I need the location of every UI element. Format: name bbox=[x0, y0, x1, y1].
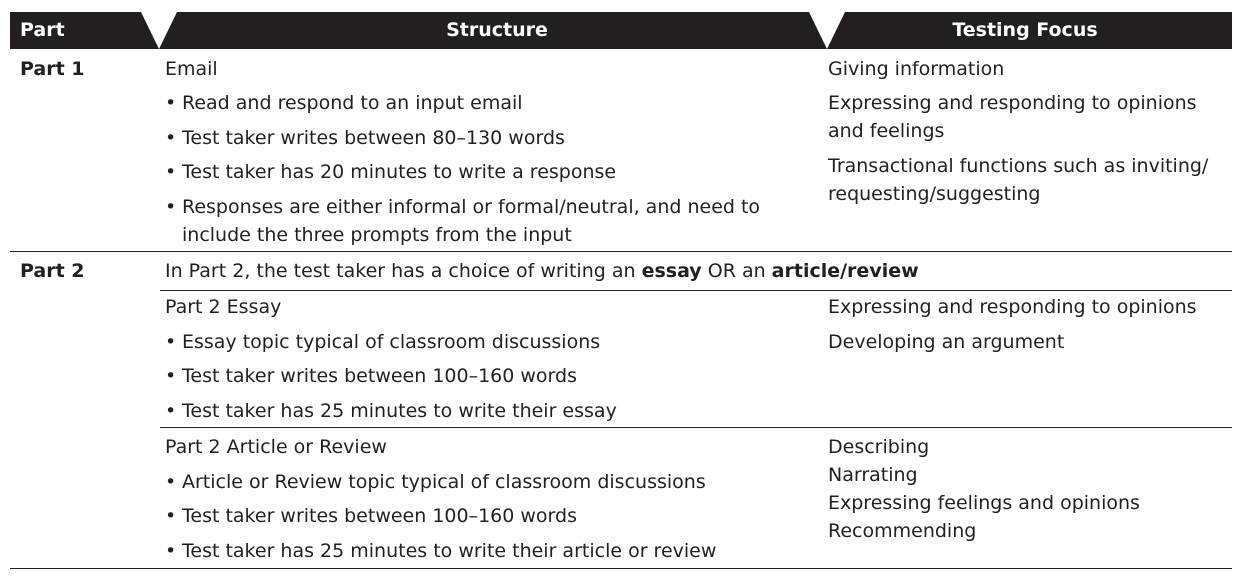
header-part: Part bbox=[20, 19, 65, 41]
bullet-marker: • bbox=[165, 400, 177, 422]
part1-bullet: Test taker has 20 minutes to write a response bbox=[182, 161, 617, 183]
article-focus: Expressing feelings and opinions bbox=[828, 492, 1140, 514]
article-title: Part 2 Article or Review bbox=[165, 436, 387, 458]
essay-bullet: Test taker writes between 100–160 words bbox=[182, 365, 577, 387]
part1-bullet: Read and respond to an input email bbox=[182, 92, 523, 114]
bullet-marker: • bbox=[165, 540, 177, 562]
part2-intro-article: article/review bbox=[771, 260, 919, 282]
part1-bullet: Test taker writes between 80–130 words bbox=[182, 127, 565, 149]
header-testing-focus: Testing Focus bbox=[952, 19, 1098, 41]
part1-focus: and feelings bbox=[828, 120, 945, 142]
subrow-divider bbox=[160, 427, 1232, 428]
essay-bullet: Test taker has 25 minutes to write their essay bbox=[182, 400, 617, 422]
bullet-marker: • bbox=[165, 331, 177, 353]
table-header bbox=[10, 12, 1232, 49]
bullet-marker: • bbox=[165, 127, 177, 149]
essay-bullet: Essay topic typical of classroom discussions bbox=[182, 331, 601, 353]
bullet-marker: • bbox=[165, 196, 177, 218]
subrow-divider bbox=[160, 290, 1232, 291]
article-focus: Recommending bbox=[828, 520, 977, 542]
part2-intro-essay: essay bbox=[641, 260, 702, 282]
article-bullet: Test taker writes between 100–160 words bbox=[182, 505, 577, 527]
part1-bullet-continued: include the three prompts from the input bbox=[182, 224, 572, 246]
header-notch bbox=[141, 12, 177, 49]
part1-focus: requesting/suggesting bbox=[828, 183, 1041, 205]
bullet-marker: • bbox=[165, 365, 177, 387]
part1-focus: Transactional functions such as inviting/ bbox=[828, 155, 1209, 177]
part1-title: Email bbox=[165, 58, 218, 80]
part1-label: Part 1 bbox=[20, 58, 85, 80]
part2-intro-text: In Part 2, the test taker has a choice of writing an bbox=[165, 260, 642, 282]
part1-focus: Expressing and responding to opinions bbox=[828, 92, 1197, 114]
part2-label: Part 2 bbox=[20, 260, 85, 282]
article-bullet: Test taker has 25 minutes to write their article or review bbox=[182, 540, 717, 562]
header-structure: Structure bbox=[446, 19, 548, 41]
bullet-marker: • bbox=[165, 505, 177, 527]
article-bullet: Article or Review topic typical of classroom discussions bbox=[182, 471, 706, 493]
part1-bullet: Responses are either informal or formal/neutral, and need to bbox=[182, 196, 761, 218]
part2-intro-text: OR an bbox=[701, 260, 772, 282]
row-divider bbox=[10, 251, 1232, 252]
part2-intro bbox=[165, 259, 919, 283]
bullet-marker: • bbox=[165, 161, 177, 183]
bullet-marker: • bbox=[165, 92, 177, 114]
part1-focus: Giving information bbox=[828, 58, 1005, 80]
article-focus: Narrating bbox=[828, 464, 918, 486]
article-focus: Describing bbox=[828, 436, 930, 458]
table-bottom-rule bbox=[10, 568, 1232, 569]
bullet-marker: • bbox=[165, 471, 177, 493]
essay-focus: Developing an argument bbox=[828, 331, 1065, 353]
essay-focus: Expressing and responding to opinions bbox=[828, 296, 1197, 318]
essay-title: Part 2 Essay bbox=[165, 296, 282, 318]
